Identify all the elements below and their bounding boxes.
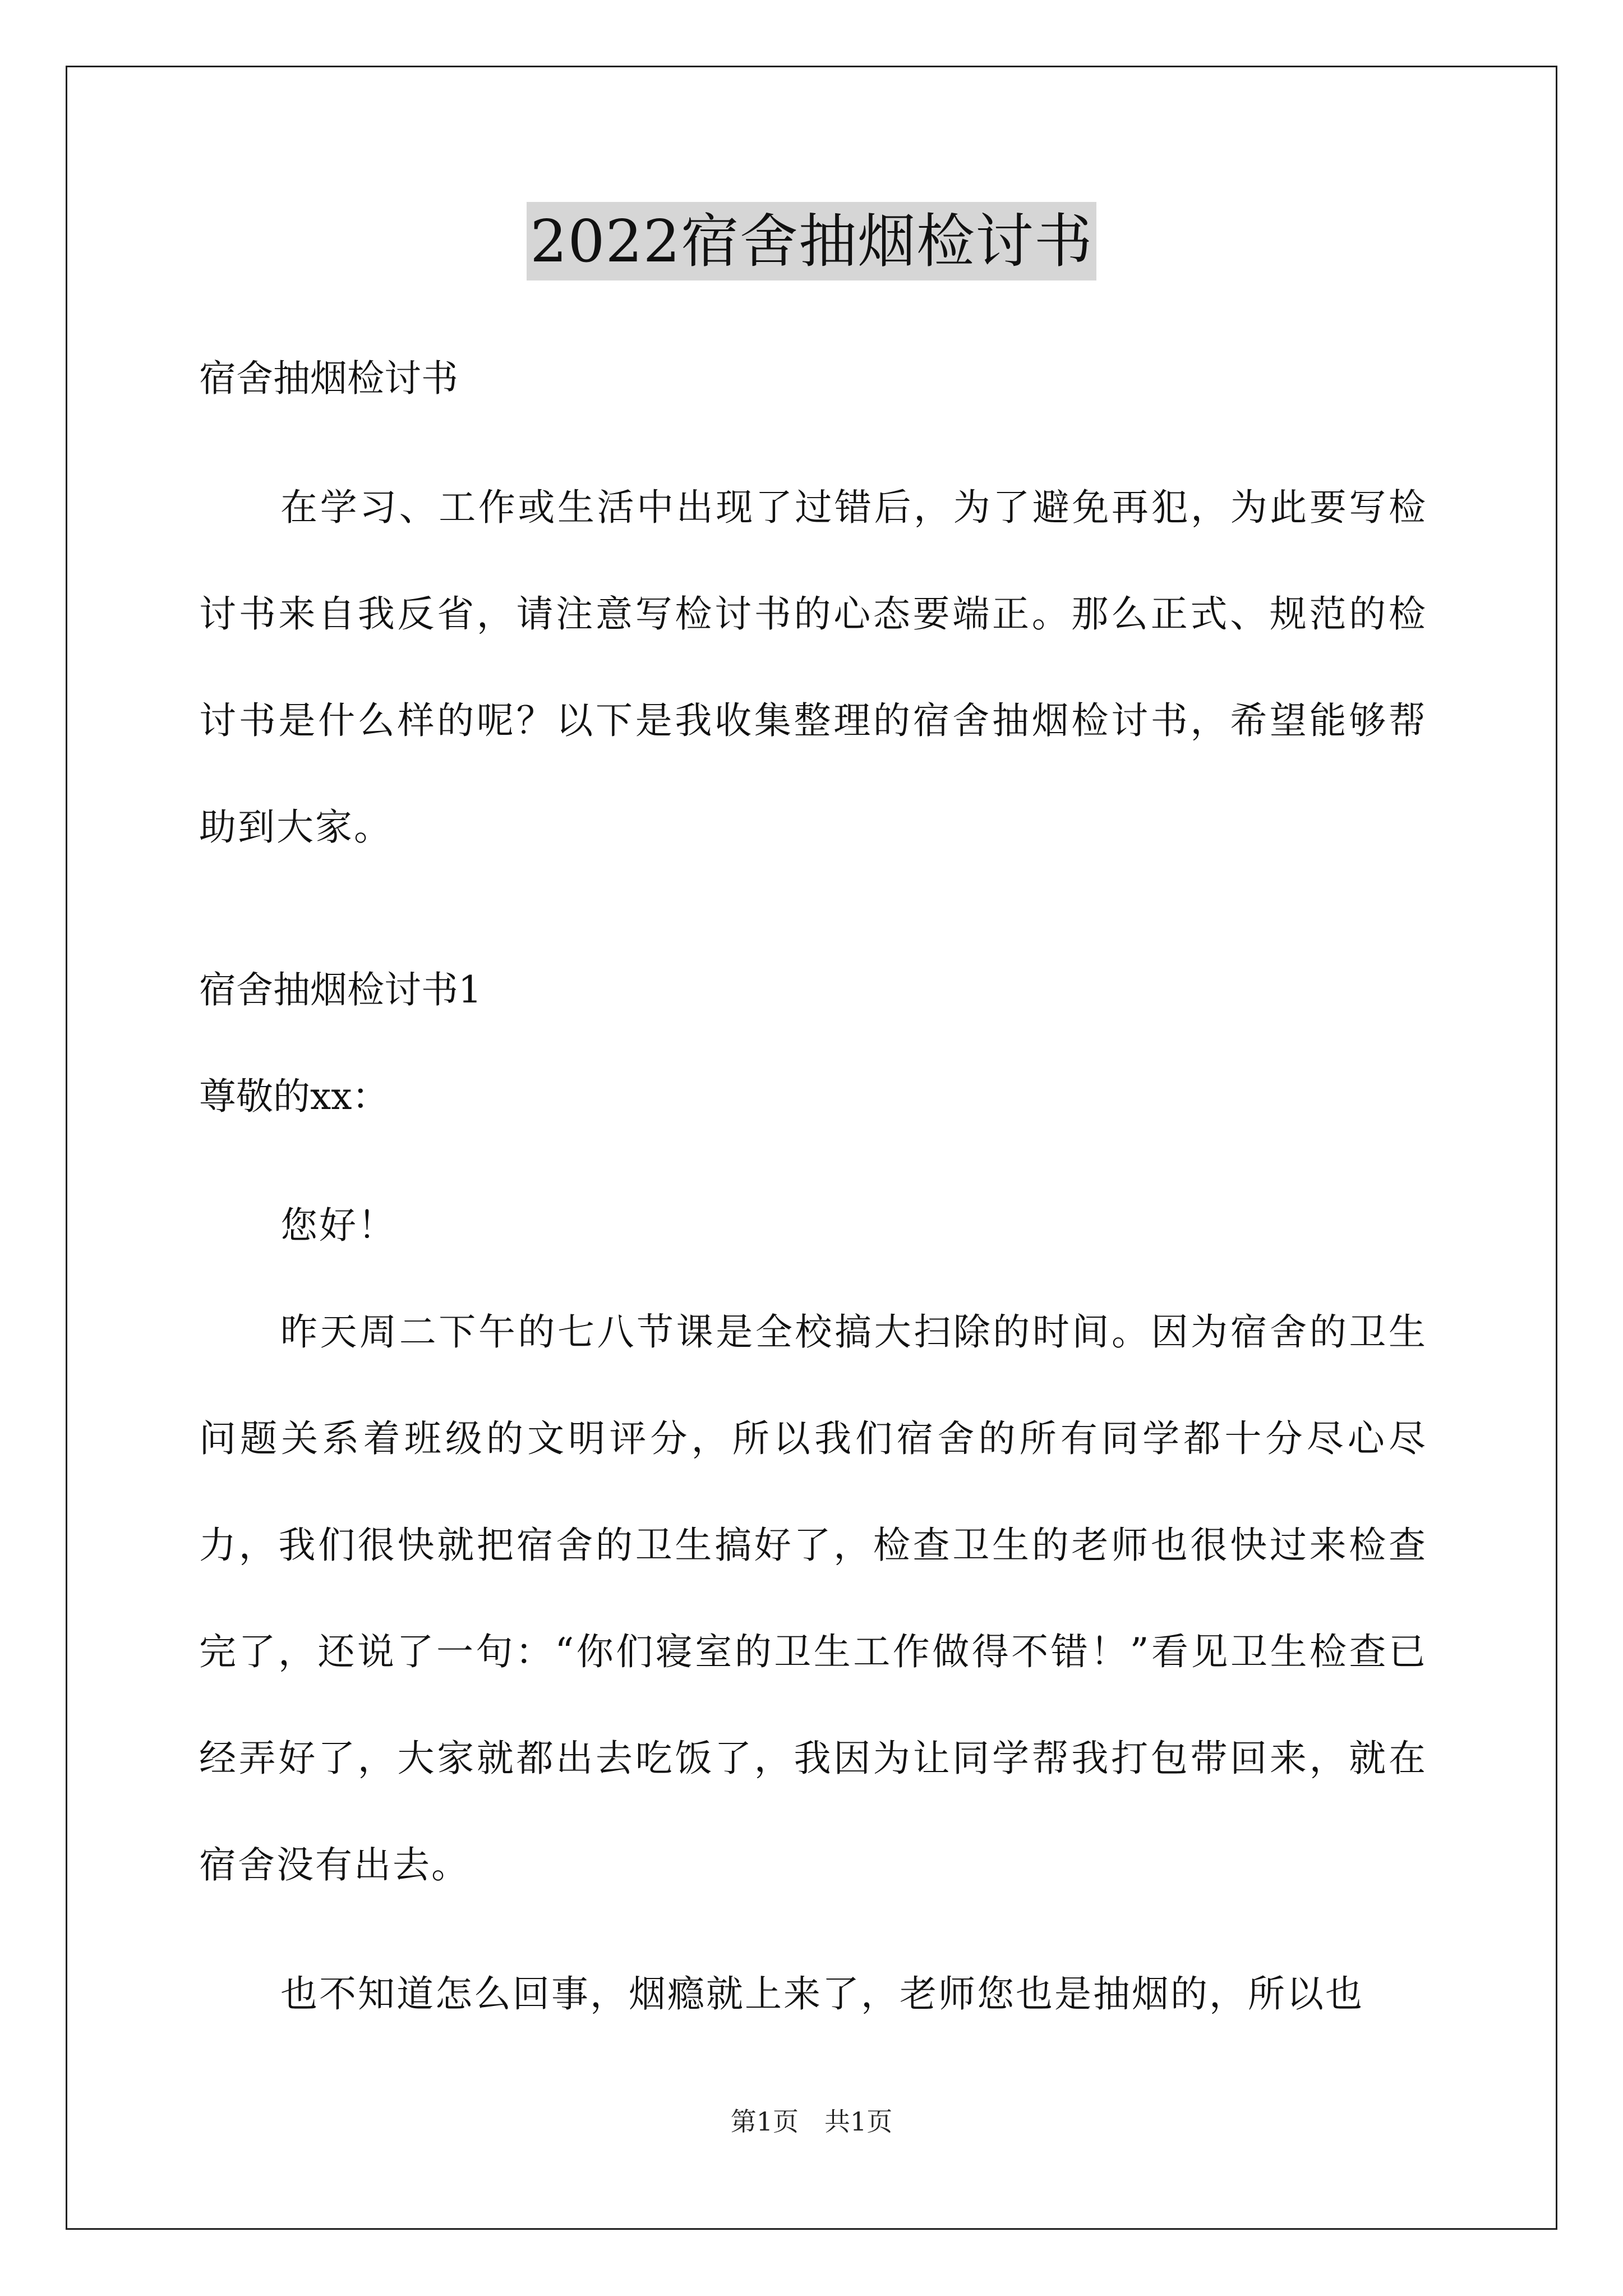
- document-subtitle: 宿舍抽烟检讨书: [199, 357, 458, 400]
- body-paragraph-2: 也不知道怎么回事，烟瘾就上来了，老师您也是抽烟的，所以也: [280, 1972, 1364, 2016]
- section-heading: 宿舍抽烟检讨书1: [199, 968, 482, 1011]
- document-body: [199, 348, 1427, 2047]
- intro-paragraph: 在学习、工作或生活中出现了过错后，为了避免再犯，为此要写检讨书来自我反省，请注意写检讨书的心态要端正。那么正式、规范的检讨书是什么样的呢？以下是我收集整理的宿舍抽烟检讨书，希望能够帮助到大家。: [199, 486, 1427, 849]
- greeting: 您好！: [280, 1204, 396, 1247]
- section-spacer: [199, 881, 1427, 959]
- body-paragraph-1: 昨天周二下午的七八节课是全校搞大扫除的时间。因为宿舍的卫生问题关系着班级的文明评分，所以我们宿舍的所有同学都十分尽心尽力，我们很快就把宿舍的卫生搞好了，检查卫生的老师也很快过来检查完了，还说了一句：“你们寝室的卫生工作做得不错！”看见卫生检查已经弄好了，大家就都出去吃饭了，我因为让同学帮我打包带回来，就在宿舍没有出去。: [199, 1310, 1427, 1887]
- paragraph-spacer: [199, 1918, 1427, 1941]
- page-footer: 第1页 共1页: [730, 2106, 893, 2137]
- document-title: 2022宿舍抽烟检讨书: [527, 202, 1096, 280]
- title-wrapper: [0, 202, 1623, 280]
- salutation: 尊敬的xx：: [199, 1075, 389, 1118]
